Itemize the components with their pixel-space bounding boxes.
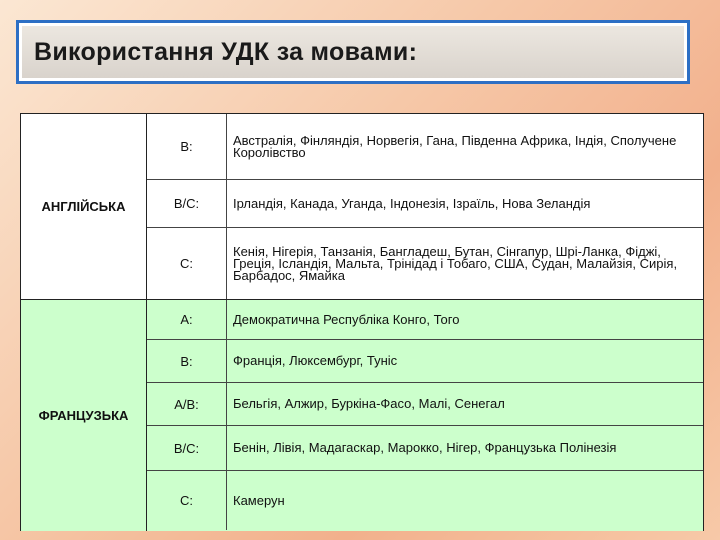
udc-code: B/C: xyxy=(147,180,227,227)
country-list: Кенія, Нігерія, Танзанія, Бангладеш, Бутан, Сінгапур, Шрі-Ланка, Фіджі, Греція, Ісландія, Мальта, Трінідад і Тобаго, США, Судан, Малайзія, Сирія, Барбадос, Ямайка xyxy=(233,243,678,283)
udc-code: C: xyxy=(147,471,227,530)
udc-code: C: xyxy=(147,228,227,299)
language-label-english: АНГЛІЙСЬКА xyxy=(21,114,147,299)
country-list: Бенін, Лівія, Мадагаскар, Марокко, Нігер, Французька Полінезія xyxy=(233,440,617,455)
country-list: Демократична Республіка Конго, Того xyxy=(233,311,460,327)
english-group xyxy=(21,114,703,299)
udc-code: B: xyxy=(147,114,227,179)
country-list: Бельгія, Алжир, Буркіна-Фасо, Малі, Сенегал xyxy=(233,396,505,411)
slide-title: Використання УДК за мовами: xyxy=(34,37,418,66)
table-row xyxy=(147,426,703,471)
title-panel xyxy=(22,26,684,78)
language-label-french: ФРАНЦУЗЬКА xyxy=(21,300,147,531)
udc-code: A: xyxy=(147,300,227,339)
country-list: Австралія, Фінляндія, Норвегія, Гана, Південна Африка, Індія, Сполучене Королівство xyxy=(233,132,677,160)
table-row xyxy=(147,471,703,530)
country-list: Ірландія, Канада, Уганда, Індонезія, Ізраїль, Нова Зеландія xyxy=(233,195,591,211)
table-row xyxy=(147,340,703,383)
table-row xyxy=(147,180,703,228)
country-list: Франція, Люксембург, Туніс xyxy=(233,353,398,368)
udc-code: B: xyxy=(147,340,227,382)
title-frame xyxy=(16,20,690,84)
table-row xyxy=(147,228,703,299)
country-list: Камерун xyxy=(233,492,285,508)
table-row xyxy=(147,300,703,340)
udc-code: A/B: xyxy=(147,383,227,425)
udc-code: B/C: xyxy=(147,426,227,470)
french-group xyxy=(21,299,703,531)
language-table xyxy=(20,113,704,531)
table-row xyxy=(147,383,703,426)
table-row xyxy=(147,114,703,180)
